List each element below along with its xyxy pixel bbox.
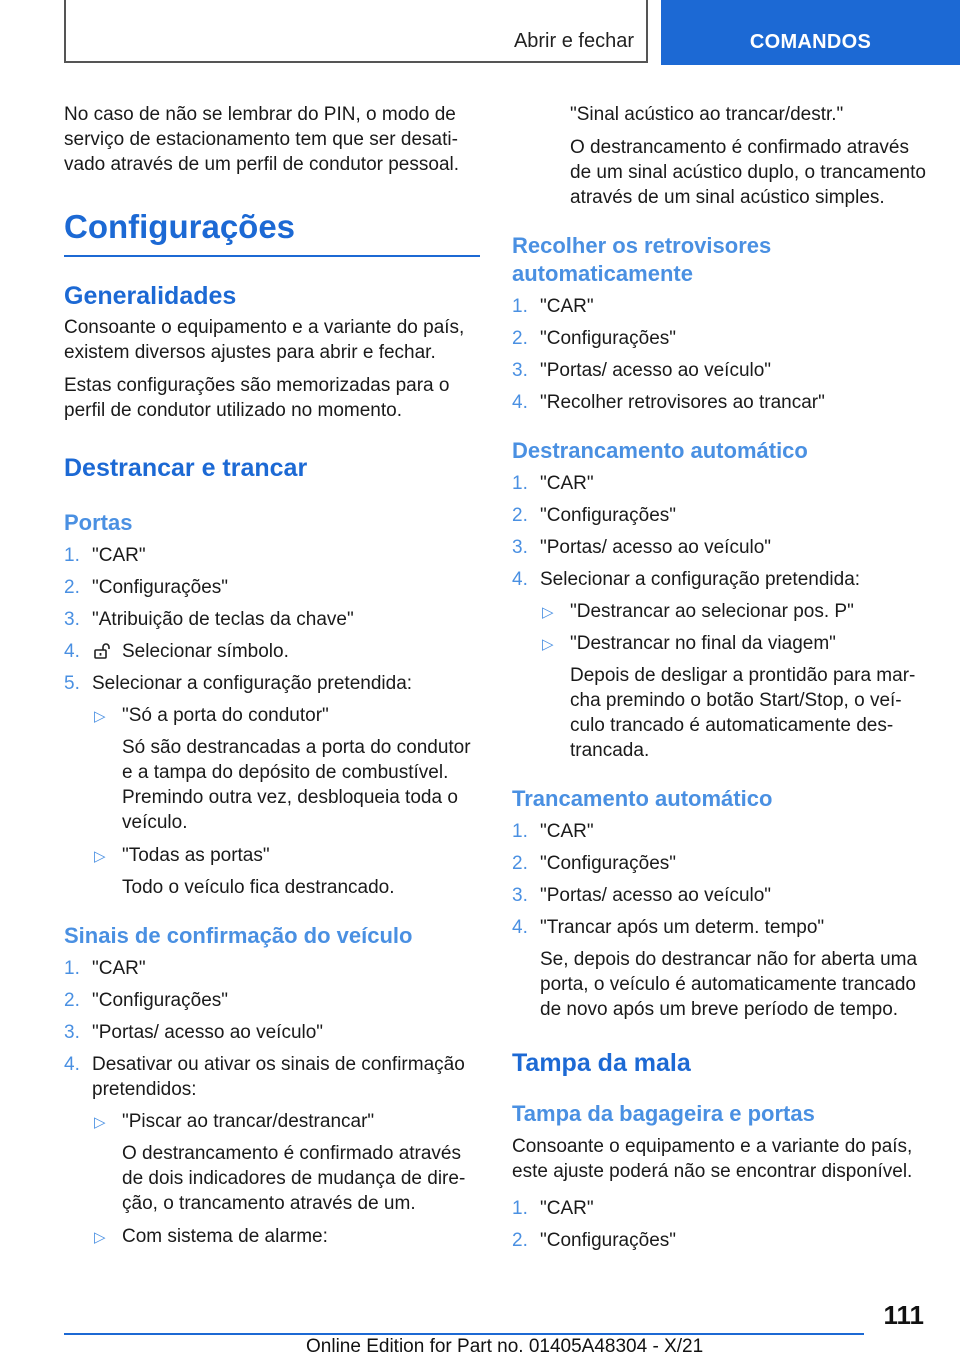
sinais-steps bbox=[64, 956, 480, 1249]
footer-divider bbox=[64, 1333, 864, 1335]
generalidades-paragraph-1: Consoante o equipamento e a variante do país, existem diversos ajustes para abrir e fechar. bbox=[64, 317, 465, 363]
heading-configuracoes: Configurações bbox=[64, 207, 480, 257]
option-description: Depois de desligar a prontidão para mar-cha premindo o botão Start/Stop, o veí-culo trancado é automaticamente des-trancada. bbox=[570, 665, 916, 761]
intro-paragraph: No caso de não se lembrar do PIN, o modo de serviço de estacionamento tem que ser desati-vado através de um perfil de condutor pessoal. bbox=[64, 104, 460, 175]
triangle-bullet-icon: ▷ bbox=[94, 848, 106, 865]
step-description: Se, depois do destrancar não for aberta uma porta, o veículo é automaticamente trancado de novo após um breve período de tempo. bbox=[540, 949, 918, 1020]
list-item: 5. Selecionar a configuração pretendida: ▷ "Só a porta do condutor" Só são destrancadas a porta do condutor e a tampa do depósito de combustível. Premindo outra vez, desbloqueia toda o veículo. ▷ "Todas as portas" Todo o veículo fica destrancado. bbox=[64, 671, 480, 900]
list-item: 1. "CAR" bbox=[64, 545, 146, 566]
list-item: 3. "Portas/ acesso ao veículo" bbox=[512, 360, 772, 381]
triangle-bullet-icon: ▷ bbox=[94, 708, 106, 725]
section-title: Abrir e fechar bbox=[513, 30, 634, 52]
option-item: ▷ "Piscar ao trancar/destrancar" bbox=[92, 1109, 480, 1134]
option-item: ▷ Com sistema de alarme: bbox=[92, 1224, 480, 1249]
list-item: 1. "CAR" bbox=[64, 958, 146, 979]
list-item: 3. "Atribuição de teclas da chave" bbox=[64, 609, 354, 630]
heading-recolher-retrovisores: Recolher os retrovisores automaticamente bbox=[512, 233, 772, 286]
list-item: 3. "Portas/ acesso ao veículo" bbox=[512, 537, 772, 558]
list-item: 3. "Portas/ acesso ao veículo" bbox=[512, 885, 772, 906]
option-continued-description: O destrancamento é confirmado através de um sinal acústico duplo, o trancamento através de um sinal acústico simples. bbox=[570, 137, 926, 208]
list-item: 2. "Configurações" bbox=[64, 990, 229, 1011]
option-item: ▷ "Todas as portas" bbox=[92, 843, 480, 868]
generalidades-paragraph-2: Estas configurações são memorizadas para o perfil de condutor utilizado no momento. bbox=[64, 375, 450, 421]
triangle-bullet-icon: ▷ bbox=[542, 604, 554, 621]
list-item: 1. "CAR" bbox=[512, 473, 594, 494]
heading-sinais-confirmacao: Sinais de confirmação do veículo bbox=[64, 923, 413, 948]
triangle-bullet-icon: ▷ bbox=[94, 1229, 106, 1246]
bagageira-paragraph: Consoante o equipamento e a variante do país, este ajuste poderá não se encontrar disponível. bbox=[512, 1136, 913, 1182]
right-column bbox=[512, 102, 932, 1260]
trancamento-steps bbox=[512, 819, 932, 1022]
option-continued: "Sinal acústico ao trancar/destr." bbox=[570, 104, 844, 125]
heading-generalidades: Generalidades bbox=[64, 282, 237, 310]
heading-portas: Portas bbox=[64, 510, 133, 535]
triangle-bullet-icon: ▷ bbox=[542, 636, 554, 653]
heading-tampa-da-mala: Tampa da mala bbox=[512, 1049, 691, 1077]
list-item: 1. "CAR" bbox=[512, 296, 594, 317]
portas-steps bbox=[64, 543, 480, 900]
option-item: ▷ "Destrancar no final da viagem" bbox=[540, 631, 932, 656]
list-item: 4. Selecionar a configuração pretendida: ▷ "Destrancar ao selecionar pos. P" ▷ "Destrancar no final da viagem" Depois de desligar a prontidão para mar-cha premindo o botão Start/Stop, o veí-culo trancado é automaticamente des-trancada. bbox=[512, 567, 932, 763]
list-item: 4. Desativar ou ativar os sinais de confirmação pretendidos: ▷ "Piscar ao trancar/destrancar" O destrancamento é confirmado através de dois indicadores de mudança de dire-ção, o trancamento através de um. ▷ Com sistema de alarme: bbox=[64, 1052, 480, 1249]
heading-tampa-bagageira: Tampa da bagageira e portas bbox=[512, 1101, 815, 1126]
chapter-tab bbox=[661, 0, 960, 65]
option-item: ▷ "Destrancar ao selecionar pos. P" bbox=[540, 599, 932, 624]
option-description: Só são destrancadas a porta do condutor e a tampa do depósito de combustível. Premindo outra vez, desbloqueia toda o veículo. bbox=[122, 737, 471, 833]
header-section-box bbox=[64, 0, 648, 63]
list-item: 2. "Configurações" bbox=[512, 505, 677, 526]
list-item: 4. "Trancar após um determ. tempo" Se, depois do destrancar não for aberta uma porta, o veículo é automaticamente trancado de novo após um breve período de tempo. bbox=[512, 915, 932, 1022]
footer-edition: Online Edition for Part no. 01405A48304 - X/21 bbox=[306, 1336, 704, 1357]
list-item: 2. "Configurações" bbox=[512, 1230, 677, 1251]
list-item: 1. "CAR" bbox=[512, 1198, 594, 1219]
list-item: 4. Selecionar símbolo. bbox=[64, 641, 289, 662]
page-number: 111 bbox=[883, 1300, 924, 1330]
destrancamento-steps bbox=[512, 471, 932, 763]
left-column bbox=[64, 102, 480, 1256]
list-item: 4. "Recolher retrovisores ao trancar" bbox=[512, 392, 825, 413]
list-item: 2. "Configurações" bbox=[64, 577, 229, 598]
retrovisores-steps bbox=[512, 294, 932, 415]
option-description: Todo o veículo fica destrancado. bbox=[122, 877, 395, 898]
bagageira-steps bbox=[512, 1196, 932, 1253]
unlock-padlock-icon bbox=[94, 643, 112, 659]
option-item: ▷ "Só a porta do condutor" bbox=[92, 703, 480, 728]
list-item: 1. "CAR" bbox=[512, 821, 594, 842]
list-item: 2. "Configurações" bbox=[512, 328, 677, 349]
option-description: O destrancamento é confirmado através de dois indicadores de mudança de dire-ção, o trancamento através de um. bbox=[122, 1143, 466, 1214]
list-item: 3. "Portas/ acesso ao veículo" bbox=[64, 1022, 324, 1043]
heading-destrancar-trancar: Destrancar e trancar bbox=[64, 454, 308, 482]
heading-destrancamento-automatico: Destrancamento automático bbox=[512, 438, 808, 463]
triangle-bullet-icon: ▷ bbox=[94, 1114, 106, 1131]
heading-trancamento-automatico: Trancamento automático bbox=[512, 786, 773, 811]
list-item: 2. "Configurações" bbox=[512, 853, 677, 874]
chapter-title: COMANDOS bbox=[749, 31, 872, 53]
